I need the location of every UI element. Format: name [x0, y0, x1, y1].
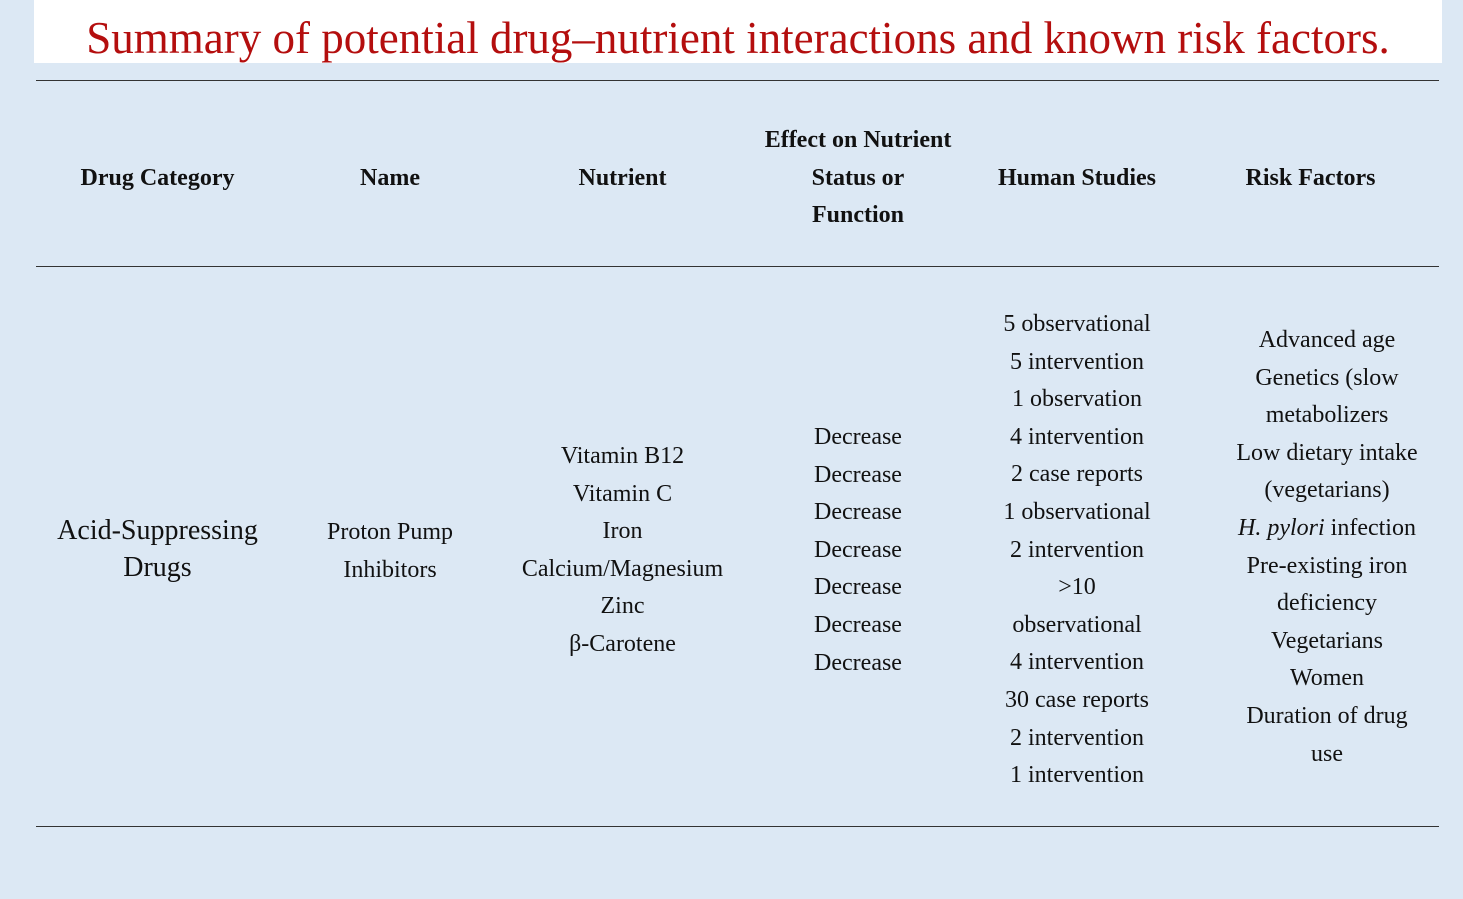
- risk-item: Low dietary intake: [1236, 439, 1418, 466]
- risk-item: [1212, 510, 1442, 548]
- header-human-studies: Human Studies: [997, 165, 1157, 191]
- study-item: 30 case reports: [1005, 686, 1149, 713]
- header-drug-category: Drug Category: [80, 165, 235, 191]
- risk-item: Vegetarians: [1271, 627, 1383, 654]
- study-item: >10: [1058, 574, 1096, 601]
- nutrient-item: Zinc: [600, 593, 645, 620]
- page-title: Summary of potential drug–nutrient interactions and known risk factors.: [86, 13, 1390, 63]
- cell-line: Drugs: [123, 552, 192, 583]
- cell-line: Inhibitors: [343, 556, 437, 583]
- nutrient-item: Calcium/Magnesium: [521, 555, 724, 582]
- risk-item-rest: infection: [1324, 514, 1416, 541]
- effect-item: Decrease: [814, 574, 902, 601]
- nutrient-item: Iron: [602, 518, 643, 545]
- risk-item: Advanced age: [1258, 327, 1396, 353]
- effect-item: Decrease: [814, 424, 902, 450]
- effect-item: Decrease: [814, 461, 902, 488]
- study-item: 2 intervention: [1010, 536, 1144, 563]
- study-item: observational: [1012, 611, 1142, 638]
- nutrient-item: β-Carotene: [569, 630, 676, 657]
- cell-line: Acid-Suppressing: [57, 515, 258, 546]
- header-effect-line: Function: [811, 202, 904, 228]
- risk-item: Pre-existing iron: [1246, 552, 1408, 579]
- risk-item: (vegetarians): [1264, 477, 1390, 504]
- risk-item: deficiency: [1277, 590, 1377, 617]
- study-item: 4 intervention: [1010, 649, 1144, 676]
- effect-item: Decrease: [814, 499, 902, 526]
- study-item: 1 intervention: [1010, 762, 1144, 789]
- header-risk-factors: Risk Factors: [1245, 165, 1376, 191]
- table-header-rule: [36, 266, 1439, 267]
- study-item: 1 observational: [1003, 498, 1151, 525]
- study-item: 1 observation: [1012, 386, 1142, 413]
- risk-item: use: [1311, 740, 1343, 767]
- nutrient-item: Vitamin C: [572, 480, 673, 507]
- effect-item: Decrease: [814, 611, 902, 638]
- study-item: 5 observational: [1003, 311, 1151, 337]
- risk-item: metabolizers: [1265, 402, 1389, 429]
- cell-effects: [744, 419, 972, 682]
- cell-name: [279, 514, 501, 589]
- risk-item: Women: [1289, 665, 1365, 692]
- table-top-rule: [36, 80, 1439, 81]
- header-effect: [744, 122, 972, 235]
- table-bottom-rule: [36, 826, 1439, 827]
- header-nutrient: Nutrient: [578, 165, 667, 191]
- header-effect-line: Status or: [811, 164, 905, 191]
- header-effect-line: Effect on Nutrient: [764, 127, 952, 153]
- effect-item: Decrease: [814, 536, 902, 563]
- nutrient-item: Vitamin B12: [560, 443, 685, 469]
- study-item: 4 intervention: [1010, 423, 1144, 450]
- risk-item-italic: H. pylori: [1238, 514, 1325, 541]
- header-name: Name: [360, 165, 420, 191]
- title-bar: [34, 0, 1442, 63]
- cell-human-studies: [972, 306, 1182, 795]
- risk-item: Genetics (slow: [1255, 364, 1399, 391]
- cell-line: Proton Pump: [326, 519, 454, 545]
- study-item: 2 case reports: [1011, 461, 1143, 488]
- effect-item: Decrease: [814, 649, 902, 676]
- study-item: 2 intervention: [1010, 724, 1144, 751]
- risk-item: Duration of drug: [1246, 702, 1408, 729]
- cell-drug-category: [36, 512, 279, 586]
- cell-nutrients: [501, 438, 744, 664]
- cell-risk-factors: [1212, 322, 1442, 773]
- study-item: 5 intervention: [1010, 348, 1144, 375]
